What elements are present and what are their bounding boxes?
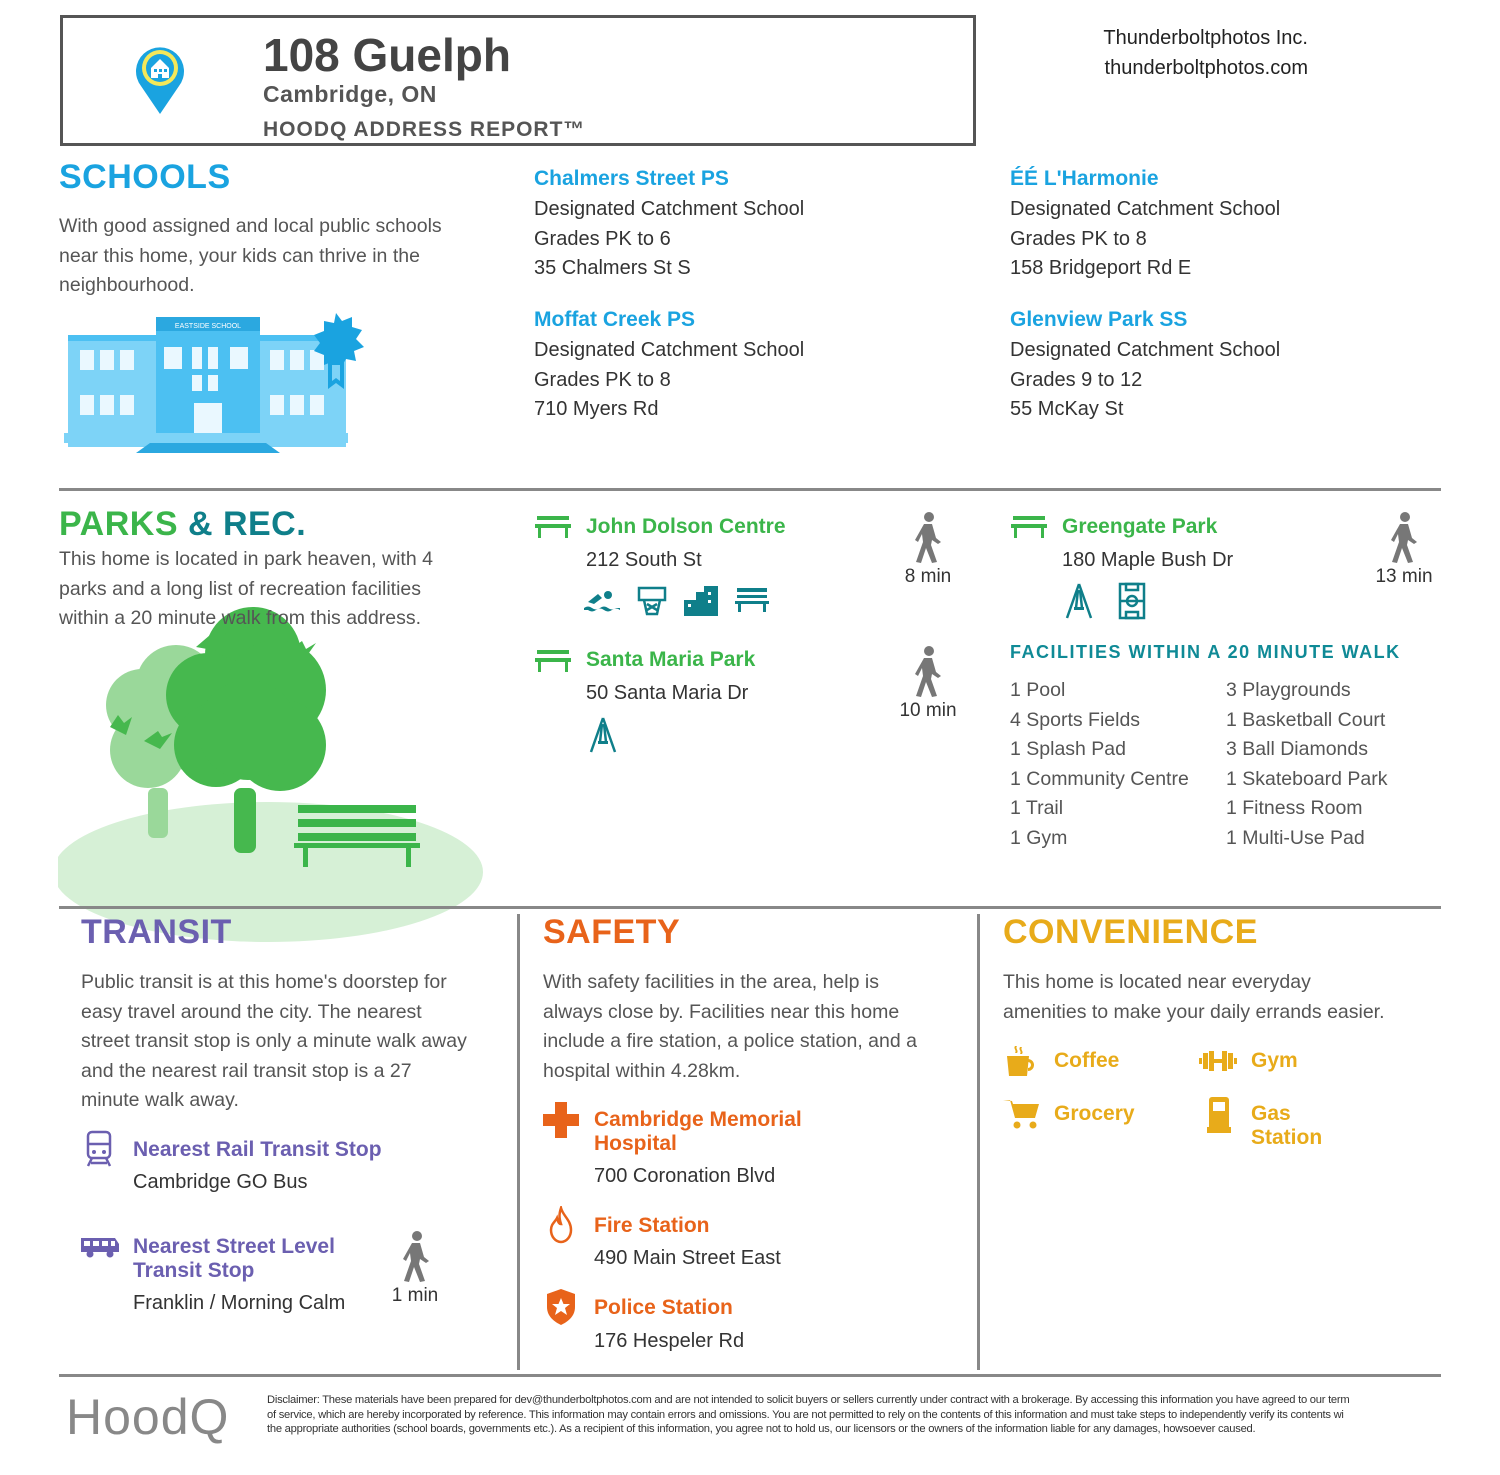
fire-icon [549, 1206, 573, 1244]
hospital-cross-icon [543, 1102, 579, 1138]
facility-item: 1 Multi-Use Pad [1226, 826, 1365, 849]
school-grades: Grades PK to 8 [534, 368, 671, 391]
hoodq-logo: HoodQ [66, 1389, 230, 1445]
property-address: 108 Guelph [263, 29, 511, 81]
school-name[interactable]: ÉÉ L'Harmonie [1010, 167, 1159, 190]
sports-field-icon [1118, 582, 1146, 620]
school-name[interactable]: Chalmers Street PS [534, 167, 729, 190]
police-badge-icon [547, 1289, 575, 1325]
school-type: Designated Catchment School [1010, 198, 1281, 220]
school-grades: Grades 9 to 12 [1010, 368, 1143, 391]
walking-person-icon [400, 1231, 432, 1283]
safety-description: With safety facilities in the area, help is always close by. Facilities near this home include a fire station, a police station, and a hospital within 4.28km. [543, 971, 917, 1082]
coffee-icon [1005, 1044, 1037, 1078]
park-address: 180 Maple Bush Dr [1062, 549, 1234, 571]
school-building-illustration [60, 305, 380, 455]
school-item[interactable] [1010, 167, 1280, 284]
company-website[interactable]: thunderboltphotos.com [1104, 57, 1308, 79]
company-info [1050, 23, 1308, 83]
bus-icon [81, 1236, 119, 1258]
facility-item: 1 Basketball Court [1226, 708, 1386, 731]
svg-text:EASTSIDE SCHOOL: EASTSIDE SCHOOL [174, 323, 242, 330]
column-divider [517, 914, 520, 1370]
bench-icon [735, 586, 769, 612]
school-type: Designated Catchment School [1010, 339, 1281, 361]
facility-item: 1 Splash Pad [1010, 738, 1127, 760]
parks-title: PARKS & REC. [59, 505, 307, 543]
report-title: HOODQ ADDRESS REPORT™ [263, 118, 586, 141]
playground-icon [1064, 582, 1094, 620]
facility-item: 1 Fitness Room [1226, 797, 1363, 819]
hospital-address: 700 Coronation Blvd [594, 1165, 776, 1187]
facilities-list-right [1226, 676, 1388, 853]
hospital-name[interactable]: Cambridge Memorial Hospital [594, 1108, 802, 1155]
school-item[interactable] [1010, 308, 1280, 425]
rail-transit-stop: Cambridge GO Bus [133, 1171, 308, 1193]
shopping-cart-icon [1003, 1098, 1041, 1130]
park-bench-icon [535, 648, 571, 672]
walking-person-icon [1388, 512, 1420, 564]
facility-item: 1 Trail [1010, 797, 1064, 819]
fire-station-name[interactable]: Fire Station [594, 1214, 710, 1237]
police-station-name[interactable]: Police Station [594, 1296, 733, 1319]
street-transit-stop: Franklin / Morning Calm [133, 1292, 346, 1314]
school-grades: Grades PK to 6 [534, 227, 671, 250]
train-icon [86, 1130, 112, 1168]
basketball-icon [637, 586, 667, 618]
transit-description: Public transit is at this home's doorstep for easy travel around the city. The nearest street transit stop is only a minute walk away and the nearest rail transit stop is a 27 minute walk away. [81, 971, 467, 1111]
divider [59, 1374, 1441, 1377]
swimming-icon [584, 586, 620, 614]
park-amenity-icons [1064, 582, 1146, 620]
park-bench-icon [535, 514, 571, 538]
facility-item: 3 Ball Diamonds [1226, 738, 1368, 760]
facility-item: 1 Community Centre [1010, 767, 1189, 790]
schools-title: SCHOOLS [59, 158, 231, 196]
facility-item: 3 Playgrounds [1226, 679, 1351, 701]
walking-person-icon [912, 512, 944, 564]
convenience-title: CONVENIENCE [1003, 913, 1258, 951]
walk-time: 10 min [899, 700, 957, 721]
school-address: 55 McKay St [1010, 398, 1124, 420]
park-bench-icon [1011, 514, 1047, 538]
walking-person-icon [912, 646, 944, 698]
walk-time: 1 min [391, 1285, 439, 1306]
fire-station-address: 490 Main Street East [594, 1247, 781, 1269]
school-name[interactable]: Moffat Creek PS [534, 308, 696, 331]
safety-title: SAFETY [543, 913, 681, 951]
park-name[interactable]: John Dolson Centre [586, 515, 786, 538]
rail-transit-label[interactable]: Nearest Rail Transit Stop [133, 1138, 382, 1161]
school-type: Designated Catchment School [534, 198, 805, 220]
convenience-description: This home is located near everyday amenities to make your daily errands easier. [1003, 971, 1385, 1023]
gym-label[interactable]: Gym [1251, 1049, 1298, 1072]
home-location-pin-icon [133, 42, 187, 116]
gym-dumbbell-icon [1199, 1050, 1237, 1072]
playground-icon [588, 716, 618, 754]
school-grades: Grades PK to 8 [1010, 227, 1147, 250]
divider [59, 488, 1441, 491]
walk-time: 8 min [904, 566, 952, 587]
school-address: 710 Myers Rd [534, 398, 659, 420]
company-name: Thunderboltphotos Inc. [1103, 27, 1308, 49]
school-item[interactable] [534, 167, 804, 284]
coffee-label[interactable]: Coffee [1054, 1049, 1120, 1072]
divider [59, 906, 1441, 909]
school-type: Designated Catchment School [534, 339, 805, 361]
facility-item: 1 Pool [1010, 679, 1066, 701]
walk-time: 13 min [1375, 566, 1433, 587]
gas-pump-icon [1207, 1095, 1233, 1133]
school-address: 35 Chalmers St S [534, 257, 691, 279]
school-item[interactable] [534, 308, 804, 425]
parks-description: This home is located in park heaven, with 4 parks and a long list of recreation facilities within a 20 minute walk from this address. [59, 548, 433, 629]
school-name[interactable]: Glenview Park SS [1010, 308, 1188, 331]
facility-item: 1 Skateboard Park [1226, 767, 1388, 790]
facility-item: 4 Sports Fields [1010, 708, 1141, 731]
park-amenity-icons [584, 586, 769, 618]
park-address: 50 Santa Maria Dr [586, 682, 749, 704]
park-address: 212 South St [586, 549, 702, 571]
disclaimer: Disclaimer: These materials have been prepared for dev@thunderboltphotos.com and are not intended to solicit buyers or sellers currently under contract with a brokerage. By accessing this information you have agreed to our term of service, which are hereby incorporated by reference. This information may contain errors and omissions. You are not permitted to rely on the contents of this information and must take steps to independently verify its contents wi the appropriate authorities (school boards, governments etc.). As a recipient of this information, you agree not to hold us, our licensors or the owners of the information liable for any damages, howsoever caused. [267, 1394, 1350, 1435]
park-name[interactable]: Santa Maria Park [586, 648, 756, 671]
facility-item: 1 Gym [1010, 826, 1068, 849]
grocery-label[interactable]: Grocery [1054, 1102, 1135, 1125]
facilities-title: FACILITIES WITHIN A 20 MINUTE WALK [1010, 642, 1401, 662]
column-divider [977, 914, 980, 1370]
school-address: 158 Bridgeport Rd E [1010, 257, 1192, 279]
gas-station-label[interactable]: Gas Station [1251, 1102, 1323, 1149]
street-transit-label[interactable]: Nearest Street Level Transit Stop [133, 1235, 335, 1282]
transit-title: TRANSIT [81, 913, 232, 951]
facilities-list-left [1010, 676, 1189, 853]
park-name[interactable]: Greengate Park [1062, 515, 1218, 538]
schools-description: With good assigned and local public schools near this home, your kids can thrive in the neighbourhood. [59, 215, 442, 296]
community-centre-icon [684, 586, 718, 616]
police-station-address: 176 Hespeler Rd [594, 1330, 745, 1352]
property-city: Cambridge, ON [263, 81, 437, 107]
